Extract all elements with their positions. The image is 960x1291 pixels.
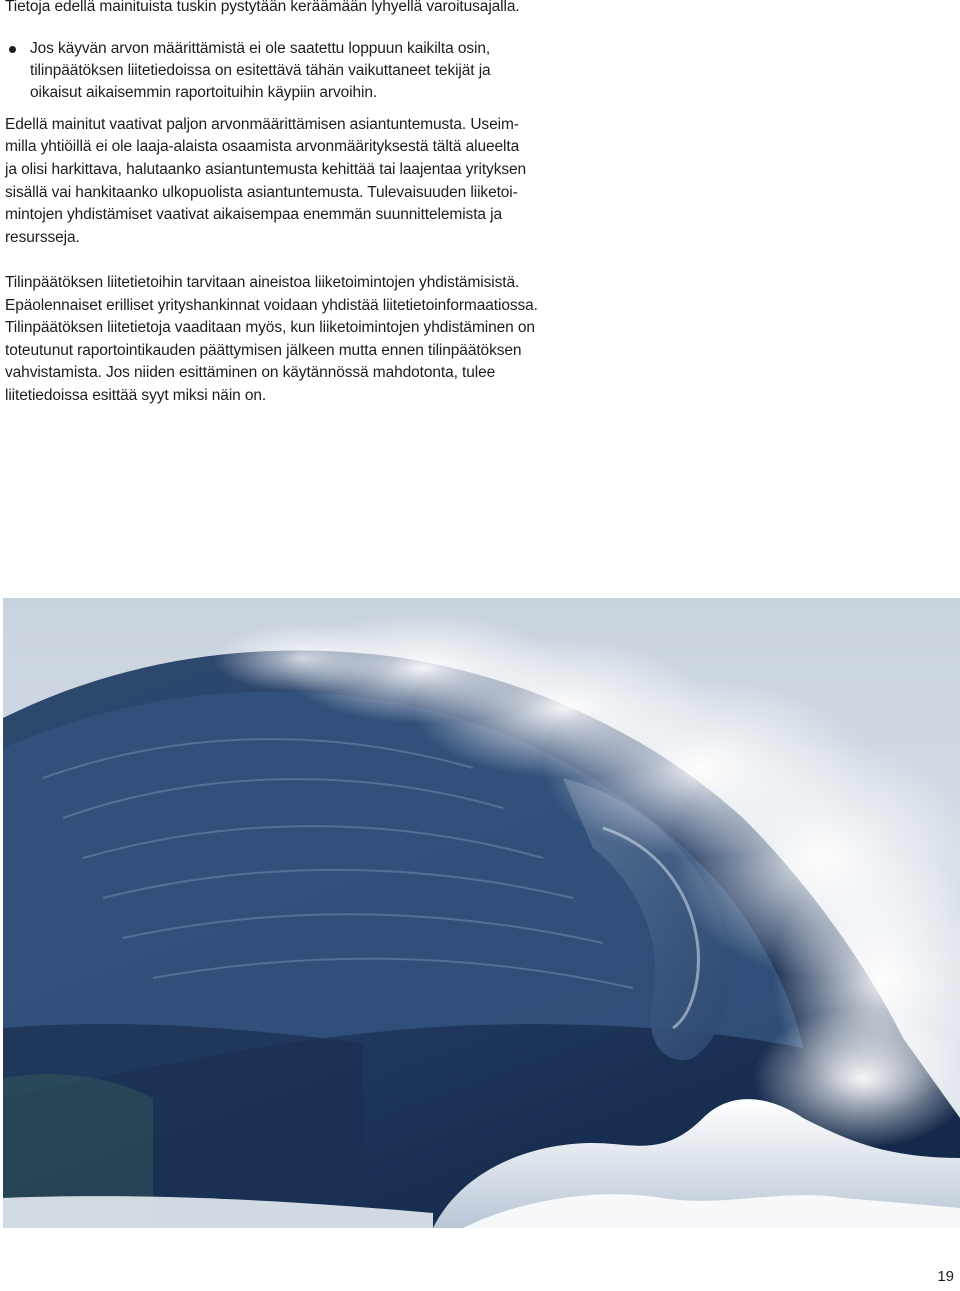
bullet-text-line: Jos käyvän arvon määrittämistä ei ole saatettu loppuun kaikilta osin, [30, 40, 491, 57]
text-line: Tilinpäätöksen liitetietoihin tarvitaan aineistoa liiketoimintojen yhdistämisistä. [5, 274, 520, 291]
wave-photo [3, 598, 960, 1228]
bullet-text-line: tilinpäätöksen liitetiedoissa on esitettävä tähän vaikuttaneet tekijät ja [30, 62, 491, 79]
bullet-text-line: oikaisut aikaisemmin raportoituihin käypiin arvoihin. [30, 84, 378, 101]
text-line: ja olisi harkittava, halutaanko asiantuntemusta kehittää tai laajentaa yrityksen [5, 161, 527, 178]
text-line: sisällä vai hankitaanko ulkopuolista asiantuntemusta. Tulevaisuuden liiketoi- [5, 184, 518, 201]
text-line: Tietoja edellä mainituista tuskin pystytään keräämään lyhyellä varoitusajalla. [5, 0, 520, 15]
page-number: 19 [937, 1268, 954, 1285]
text-line: milla yhtiöillä ei ole laaja-alaista osaamista arvonmäärityksestä tältä alueelta [5, 138, 520, 155]
text-line: liitetiedoissa esittää syyt miksi näin on. [5, 387, 267, 404]
text-line: Tilinpäätöksen liitetietoja vaaditaan myös, kun liiketoimintojen yhdistäminen on [5, 319, 535, 336]
bullet-icon [9, 46, 16, 53]
text-line: toteutunut raportointikauden päättymisen jälkeen mutta ennen tilinpäätöksen [5, 342, 522, 359]
text-line: Epäolennaiset erilliset yrityshankinnat voidaan yhdistää liitetietoinformaatiossa. [5, 297, 538, 314]
text-line: vahvistamista. Jos niiden esittäminen on käytännössä mahdotonta, tulee [5, 364, 496, 381]
text-line: mintojen yhdistämiset vaativat aikaisempaa enemmän suunnittelemista ja [5, 206, 503, 223]
text-line: resursseja. [5, 229, 80, 246]
text-line: Edellä mainitut vaativat paljon arvonmäärittämisen asiantuntemusta. Useim- [5, 116, 519, 133]
